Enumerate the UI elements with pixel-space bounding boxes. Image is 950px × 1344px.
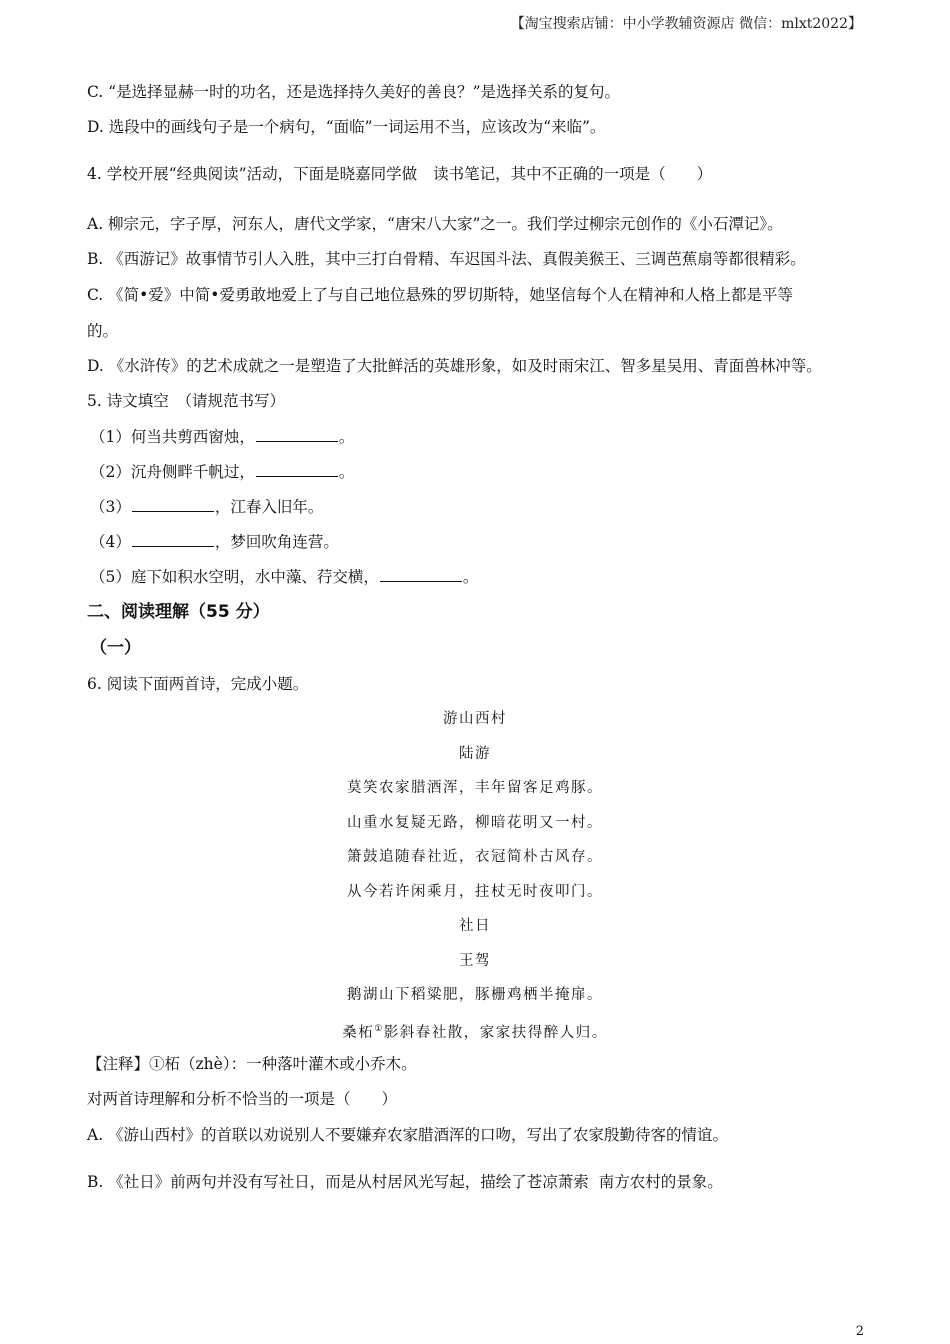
poem1-line: 箫鼓追随春社近，衣冠简朴古风存。 [347,849,603,865]
q4-stem-part-2: 读书笔记，其中不正确的一项是（ ） [433,165,713,183]
poem1-line: 山重水复疑无路，柳暗花明又一村。 [347,815,603,831]
poem2-line: 桑柘①影斜春社散，家家扶得醉人归。 [342,1024,608,1041]
q5-item-3: （3） ，江春入旧年。 [90,498,324,516]
poem1-line: 莫笑农家腊酒浑，丰年留客足鸡豚。 [347,780,603,796]
q4-stem-part-1: 4. 学校开展“经典阅读”活动，下面是晓嘉同学做 [87,165,418,183]
q6-option-a: A. 《游山西村》的首联以劝说别人不要嫌弃农家腊酒浑的口吻，写出了农家殷勤待客的情谊。 [87,1126,729,1144]
footnote-marker: ① [374,1024,384,1034]
q4-stem [87,164,712,184]
poem2-title: 社日 [459,918,491,934]
q3-option-c: C. “是选择显赫一时的功名，还是选择持久美好的善良？”是选择关系的复句。 [87,83,621,101]
q5-item-4: （4） ，梦回吹角连营。 [90,533,339,551]
q6-option-b: B. 《社日》前两句并没有写社日，而是从村居风光写起，描绘了苍凉萧索 南方农村的景象。 [87,1173,723,1191]
poem2-author: 王驾 [459,953,491,969]
q4-option-d: D. 《水浒传》的艺术成就之一是塑造了大批鲜活的英雄形象，如及时雨宋江、智多星吴用、青面兽林冲等。 [87,357,822,375]
q3-option-d: D. 选段中的画线句子是一个病句，“面临”一词运用不当，应该改为“来临”。 [87,118,606,136]
blank-line [132,532,214,547]
q5-stem: 5. 诗文填空 （请规范书写） [87,392,285,410]
blank-line [256,427,338,442]
page-number: 2 [855,1324,864,1339]
q5-item-5: （5）庭下如积水空明，水中藻、荇交横， 。 [90,568,479,586]
poem1-line: 从今若许闲乘月，拄杖无时夜叩门。 [347,884,603,900]
q4-option-a: A. 柳宗元，字子厚，河东人，唐代文学家，“唐宋八大家”之一。我们学过柳宗元创作的《小石潭记》。 [87,215,783,233]
q4-option-c-line1: C. 《简•爱》中简•爱勇敢地爱上了与自己地位悬殊的罗切斯特，她坚信每个人在精神和人格上都是平等 [87,286,793,304]
q5-item-2: （2）沉舟侧畔千帆过， 。 [90,463,355,481]
blank-line [132,497,214,512]
q6-stem: 6. 阅读下面两首诗，完成小题。 [87,675,309,693]
poem1-author: 陆游 [459,746,491,762]
blank-line [380,567,462,582]
header-banner: 【淘宝搜索店铺：中小学教辅资源店 微信：mlxt2022】 [510,16,862,32]
section-subheading: （一） [90,638,141,658]
blank-line [256,462,338,477]
q6-question: 对两首诗理解和分析不恰当的一项是（ ） [87,1090,398,1108]
poem1-title: 游山西村 [443,711,507,727]
section-heading: 二、阅读理解（55 分） [87,602,270,622]
annotation-note: 【注释】①柘（zhè）：一种落叶灌木或小乔木。 [87,1055,417,1073]
q4-option-c-line2: 的。 [87,322,119,340]
q5-item-1: （1）何当共剪西窗烛， 。 [90,428,355,446]
q4-option-b: B. 《西游记》故事情节引人入胜，其中三打白骨精、车迟国斗法、真假美猴王、三调芭蕉扇等都很精彩。 [87,250,806,268]
poem2-line: 鹅湖山下稻粱肥，豚栅鸡栖半掩扉。 [347,987,603,1003]
